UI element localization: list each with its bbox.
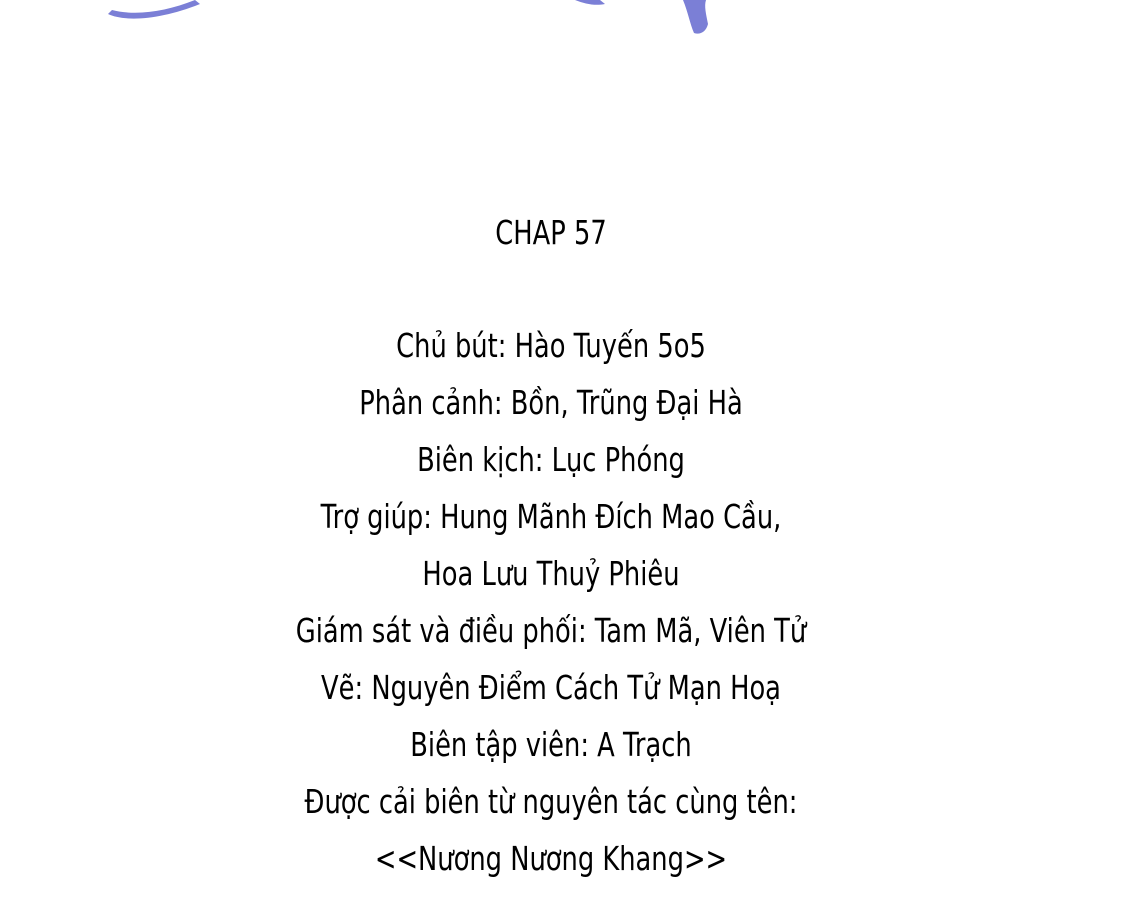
credits-block [121, 317, 981, 887]
credit-line-adapted-from: Được cải biên từ nguyên tác cùng tên: [304, 782, 798, 821]
brush-stroke-left [108, 0, 200, 19]
credit-line-scriptwriter: Biên kịch: Lục Phóng [417, 440, 685, 479]
credit-line-assistants-cont: Hoa Lưu Thuỷ Phiêu [422, 554, 680, 593]
credit-line-supervision: Giám sát và điều phối: Tam Mã, Viên Tử [295, 611, 807, 650]
credit-line-editor: Biên tập viên: A Trạch [410, 725, 692, 764]
brush-stroke-right [683, 0, 708, 34]
credit-line-original-title: <<Nương Nương Khang>> [374, 839, 728, 878]
brush-stroke-middle [575, 0, 605, 5]
credit-line-artist: Vẽ: Nguyên Điểm Cách Tử Mạn Hoạ [321, 668, 781, 707]
credit-line-chief-author: Chủ bút: Hào Tuyến 5o5 [396, 326, 706, 365]
brush-stroke-decoration [0, 0, 1125, 40]
chapter-title: CHAP 57 [495, 213, 607, 252]
credit-line-assistants: Trợ giúp: Hung Mãnh Đích Mao Cầu, [320, 497, 782, 536]
credit-line-storyboard: Phân cảnh: Bồn, Trũng Đại Hà [359, 383, 743, 422]
